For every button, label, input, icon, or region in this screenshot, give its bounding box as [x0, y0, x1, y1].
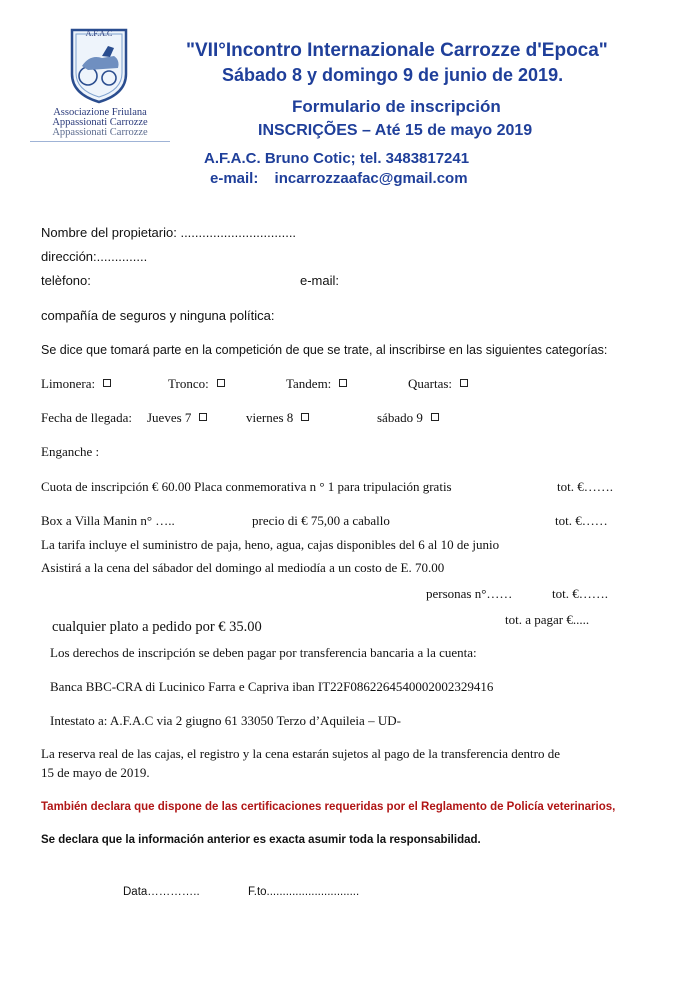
checkbox [460, 379, 468, 387]
signature-field: F.to............................. [248, 886, 360, 898]
phone-field: telèfono: [41, 273, 91, 288]
category-tronco [168, 376, 225, 392]
afac-logo [30, 26, 170, 146]
payment-intro: Los derechos de inscripción se deben pagar por transferencia bancaria a la cuenta: [50, 645, 477, 660]
category-tandem [286, 376, 347, 392]
participation-text: Se dice que tomará parte en la competición de que se trate, al inscribirse en las siguientes categorías: [41, 343, 608, 357]
reservation-line2: 15 de mayo de 2019. [41, 765, 150, 780]
category-label: Quartas: [408, 376, 453, 391]
dinner-line: Asistirá a la cena del sábador del domingo al mediodía a un costo de E. 70.00 [41, 560, 445, 575]
owner-field: Nombre del propietario: ................................ [41, 225, 297, 240]
box-includes: La tarifa incluye el suministro de paja, heno, agua, cajas disponibles del 6 al 10 de junio [41, 537, 500, 552]
insurance-field: compañía de seguros y ninguna política: [41, 308, 275, 323]
arrival-saturday [377, 410, 439, 426]
checkbox [103, 379, 111, 387]
arrival-option-label: viernes 8 [246, 410, 294, 425]
info-declaration: Se declara que la información anterior es exacta asumir toda la responsabilidad. [41, 834, 481, 846]
bank-details: Banca BBC-CRA di Lucinico Farra e Capriva iban IT22F0862264540002002329416 [50, 679, 494, 694]
category-label: Tandem: [286, 376, 332, 391]
email-value: incarrozzaafac@gmail.com [274, 170, 468, 187]
reservation-line1: La reserva real de las cajas, el registro y la cena estarán sujetos al pago de la transferencia dentro de [41, 746, 561, 761]
checkbox [301, 413, 309, 421]
account-holder: Intestato a: A.F.A.C via 2 giugno 61 33050 Terzo d’Aquileia – UD- [50, 713, 401, 728]
arrival-label: Fecha de llegada: [41, 410, 132, 425]
checkbox [199, 413, 207, 421]
entry-fee: Cuota de inscripción € 60.00 Placa conmemorativa n ° 1 para tripulación gratis [41, 479, 452, 494]
grand-total: tot. a pagar €..... [505, 612, 590, 627]
email-field: e-mail: [300, 273, 340, 288]
form-title: Formulario de inscripción [292, 97, 501, 116]
address-field: dirección:.............. [41, 249, 148, 264]
checkbox [431, 413, 439, 421]
logo-line1: Associazione Friulana [53, 107, 147, 118]
logo-divider [30, 141, 170, 142]
category-limonera [41, 376, 111, 392]
arrival-friday [246, 410, 309, 426]
contact-info: A.F.A.C. Bruno Cotic; tel. 3483817241 [204, 150, 470, 167]
arrival-option-label: Jueves 7 [147, 410, 192, 425]
event-dates: Sábado 8 y domingo 9 de junio de 2019. [222, 65, 564, 85]
category-quartas [408, 376, 468, 392]
persons-total: tot. €……. [552, 586, 608, 601]
checkbox [339, 379, 347, 387]
hitch-label: Enganche : [41, 444, 100, 459]
box-label: Box a Villa Manin n° ….. [41, 513, 175, 528]
logo-badge-text: A.F.A.C [85, 29, 113, 38]
dish-line: cualquier plato a pedido por € 35.00 [52, 619, 262, 635]
arrival-thursday [147, 410, 207, 426]
logo-line2: Appassionati Carrozze [52, 117, 148, 128]
arrival-option-label: sábado 9 [377, 410, 423, 425]
entry-total: tot. €……. [557, 479, 613, 494]
event-title: "VII°Incontro Internazionale Carrozze d'Epoca" [186, 40, 608, 61]
persons-count: personas n°…… [426, 586, 513, 601]
category-label: Limonera: [41, 376, 96, 391]
email-label: e-mail: [210, 170, 259, 187]
logo-line3: Appassionati Carrozze [52, 127, 148, 138]
email-line [210, 170, 468, 187]
vet-declaration: También declara que dispone de las certificaciones requeridas por el Reglamento de Policía veterinarios, [41, 801, 616, 813]
box-total: tot. €…… [555, 513, 608, 528]
checkbox [217, 379, 225, 387]
date-field: Data………….. [123, 886, 200, 898]
category-label: Tronco: [168, 376, 209, 391]
box-price: precio di € 75,00 a caballo [252, 513, 390, 528]
deadline: INSCRIÇÕES – Até 15 de mayo 2019 [258, 122, 533, 139]
